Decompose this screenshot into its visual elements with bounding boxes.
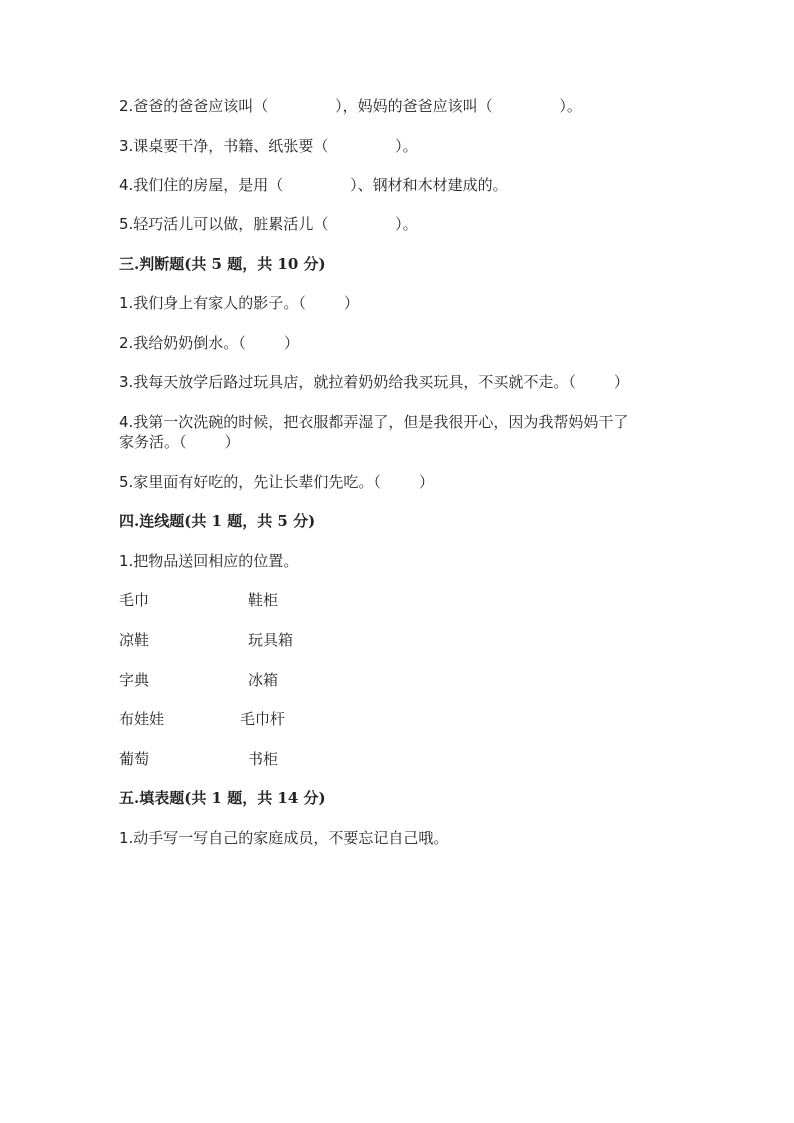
match-item-right: 毛巾杆 bbox=[240, 710, 286, 728]
table-question: 1.动手写一写自己的家庭成员，不要忘记自己哦。 bbox=[119, 829, 449, 847]
match-item-left: 凉鞋 bbox=[119, 631, 150, 649]
fill-blank-question-2: 2.爸爸的爸爸应该叫（ ），妈妈的爸爸应该叫（ ）。 bbox=[119, 97, 582, 115]
judge-question-5: 5.家里面有好吃的，先让长辈们先吃。（ ） bbox=[119, 473, 434, 491]
match-item-left: 布娃娃 bbox=[119, 710, 165, 728]
match-item-left: 葡萄 bbox=[119, 750, 150, 768]
section-heading-judge: 三.判断题(共 5 题，共 10 分) bbox=[119, 255, 326, 273]
judge-question-2: 2.我给奶奶倒水。（ ） bbox=[119, 334, 299, 352]
match-item-left: 字典 bbox=[119, 671, 150, 689]
section-heading-match: 四.连线题(共 1 题，共 5 分) bbox=[119, 512, 316, 530]
section-heading-table: 五.填表题(共 1 题，共 14 分) bbox=[119, 789, 326, 807]
judge-question-3: 3.我每天放学后路过玩具店，就拉着奶奶给我买玩具，不买就不走。（ ） bbox=[119, 373, 629, 391]
fill-blank-question-5: 5.轻巧活儿可以做，脏累活儿（ ）。 bbox=[119, 215, 418, 233]
match-question: 1.把物品送回相应的位置。 bbox=[119, 552, 299, 570]
judge-question-4-line-1: 4.我第一次洗碗的时候，把衣服都弄湿了，但是我很开心，因为我帮妈妈干了 bbox=[119, 413, 629, 431]
fill-blank-question-3: 3.课桌要干净，书籍、纸张要（ ）。 bbox=[119, 137, 418, 155]
match-item-right: 鞋柜 bbox=[248, 591, 279, 609]
match-item-left: 毛巾 bbox=[119, 591, 150, 609]
fill-blank-question-4: 4.我们住的房屋，是用（ ）、钢材和木材建成的。 bbox=[119, 176, 508, 194]
match-item-right: 冰箱 bbox=[248, 671, 279, 689]
judge-question-1: 1.我们身上有家人的影子。（ ） bbox=[119, 294, 359, 312]
judge-question-4-line-2: 家务活。（ ） bbox=[119, 433, 240, 451]
match-item-right: 书柜 bbox=[248, 750, 279, 768]
match-item-right: 玩具箱 bbox=[248, 631, 294, 649]
